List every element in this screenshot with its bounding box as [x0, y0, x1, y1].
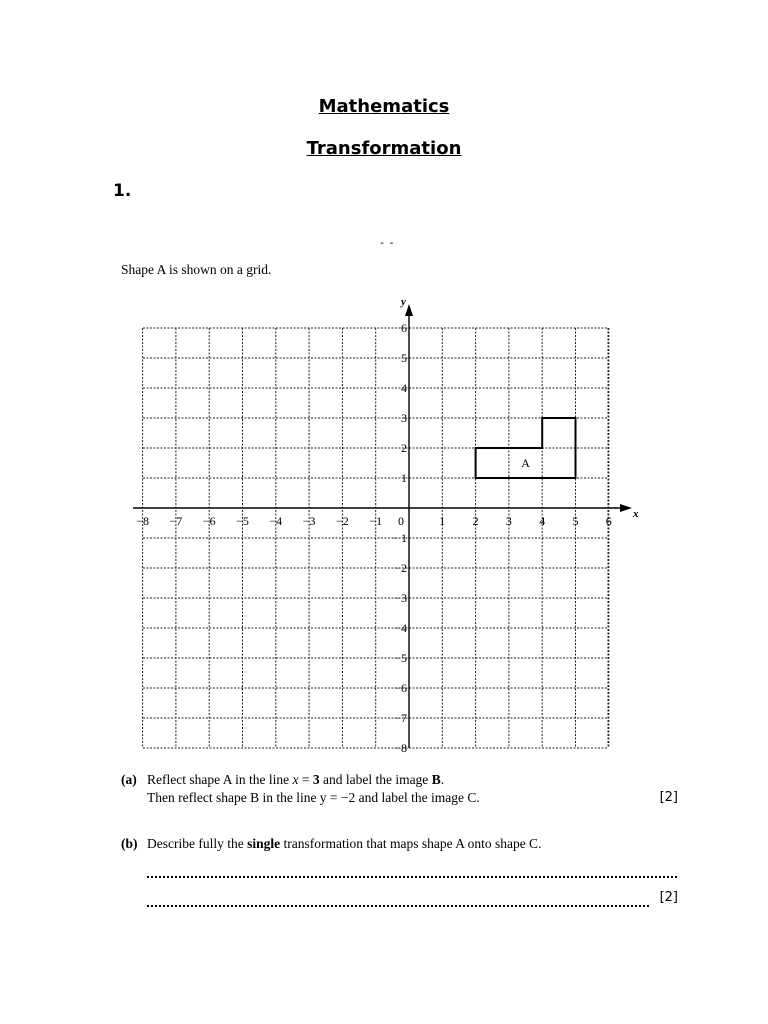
- part-b-text-before: Describe fully the: [147, 836, 248, 851]
- y-tick-label: −3: [394, 591, 407, 605]
- grid-lines: [143, 328, 609, 748]
- y-tick-label: − 1: [391, 531, 407, 545]
- x-tick-label: −6: [202, 514, 216, 528]
- x-tick-label: −3: [302, 514, 316, 528]
- x-tick-label: 2: [472, 514, 479, 528]
- question-intro: Shape A is shown on a grid.: [121, 262, 272, 277]
- x-tick-label: −7: [169, 514, 183, 528]
- answer-line-2[interactable]: [147, 905, 649, 907]
- x-axis-label: x: [633, 508, 639, 520]
- part-a-line-1-num: 3: [312, 772, 320, 787]
- x-tick-label: 3: [505, 514, 512, 528]
- y-tick-label: −7: [394, 711, 407, 725]
- x-tick-label: 5: [572, 514, 579, 528]
- stray-mark: - -: [380, 236, 395, 249]
- part-a-line-1: [147, 772, 444, 788]
- y-tick-label: 1: [401, 471, 407, 485]
- x-tick-label: −4: [269, 514, 283, 528]
- part-a-line-1-end: .: [440, 772, 445, 787]
- part-b-question: [147, 836, 541, 852]
- part-a-line-1-eq: =: [298, 772, 313, 787]
- x-tick-label: 4: [539, 514, 546, 528]
- x-tick-label: 1: [439, 514, 446, 528]
- part-b-label: (b): [121, 836, 138, 851]
- part-b-marks: [2]: [659, 890, 678, 905]
- part-a-line-1-var: x: [292, 772, 299, 787]
- y-axis-label: y: [401, 296, 406, 308]
- x-axis-arrow: [620, 504, 632, 512]
- tick-labels: [136, 296, 639, 755]
- y-tick-label: −6: [394, 681, 407, 695]
- origin-label: 0: [398, 514, 404, 528]
- part-a-line-1-image: B: [431, 772, 441, 787]
- y-tick-label: 3: [401, 411, 407, 425]
- part-b-text-bold: single: [247, 836, 281, 851]
- y-tick-label: 5: [401, 351, 407, 365]
- y-tick-label: 4: [401, 381, 407, 395]
- y-tick-label: −8: [394, 741, 407, 755]
- shape-a-label: A: [521, 456, 530, 470]
- part-a-line-2: Then reflect shape B in the line y = −2 and label the image C.: [147, 790, 480, 805]
- x-tick-label: −5: [236, 514, 249, 528]
- answer-line-1[interactable]: [147, 876, 677, 878]
- part-a-line-1-prefix: Reflect shape A in the line: [147, 772, 293, 787]
- x-tick-label: −2: [336, 514, 349, 528]
- y-tick-label: 6: [401, 321, 407, 335]
- x-tick-label: −8: [136, 514, 149, 528]
- y-axis-arrow: [405, 304, 413, 316]
- y-tick-label: −2: [394, 561, 407, 575]
- question-number: 1.: [113, 181, 132, 201]
- part-a-label: (a): [121, 772, 137, 787]
- y-tick-label: −5: [394, 651, 407, 665]
- part-a-line-1-mid: and label the image: [319, 772, 432, 787]
- part-b-text-after: transformation that maps shape A onto shape C.: [280, 836, 542, 851]
- document-subtitle: Transformation: [306, 138, 462, 159]
- y-tick-label: −4: [394, 621, 407, 635]
- part-a-marks: [2]: [659, 790, 678, 805]
- x-tick-label: −1: [369, 514, 383, 528]
- x-tick-label: 6: [605, 514, 612, 528]
- y-tick-label: 2: [401, 441, 407, 455]
- document-title: Mathematics: [318, 96, 450, 117]
